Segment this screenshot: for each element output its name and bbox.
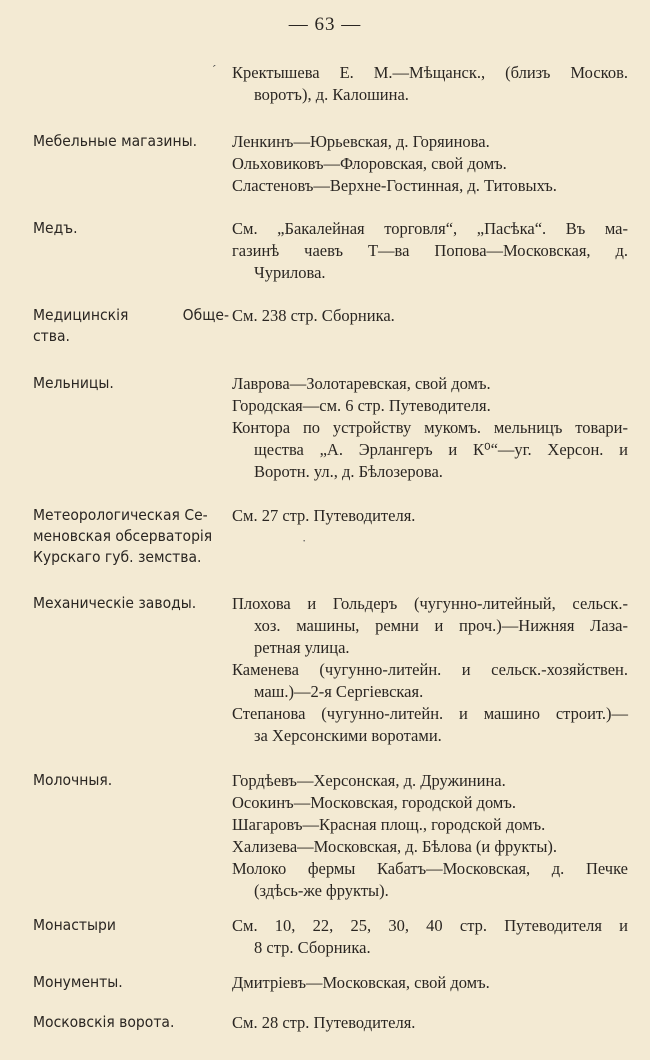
entry-line: Сластеновъ—Верхне-Гостинная, д. Титовыхъ. [232,176,557,195]
entry-line: щества „А. Эрлангеръ и К⁰“—уг. Херсон. и [254,440,628,459]
entry-line: Лаврова—Золотаревская, свой домъ. [232,374,491,393]
entry-body [232,218,628,284]
entry-line: См. 28 стр. Путеводителя. [232,1013,416,1032]
entry-line: Кректышева Е. М.—Мѣщанск., (близъ Москов. [232,63,628,82]
entry-heading [33,131,229,152]
entry-line: Дмитріевъ—Московская, свой домъ. [232,973,490,992]
entry-line: Чурилова. [254,263,326,282]
entry-line: Городская—см. 6 стр. Путеводителя. [232,396,491,415]
entry-line: ретная улица. [254,638,350,657]
entry-heading [33,373,229,394]
heading-line: Мельницы. [33,374,114,392]
entry-body [232,770,628,902]
entry-heading [33,593,229,614]
entry-line: Молоко фермы Кабатъ—Московская, д. Печке [232,859,628,878]
entry-line: газинѣ чаевъ Т—ва Попова—Московская, д. [232,241,628,260]
entry-heading [33,505,229,568]
entry-line: хоз. машины, ремни и проч.)—Нижняя Лаза- [254,616,628,635]
entry-body [232,373,628,483]
entry-line: См. 10, 22, 25, 30, 40 стр. Путеводителя и [232,916,628,935]
heading-line: Монастыри [33,916,116,934]
entry-body [232,131,628,197]
entry-body [232,593,628,747]
entry-heading [33,218,229,239]
entry-line: Гордѣевъ—Херсонская, д. Дружинина. [232,771,506,790]
entry-line: См. 27 стр. Путеводителя. [232,506,416,525]
entry-line: (здѣсь-же фрукты). [254,881,389,900]
heading-line: меновская обсерваторія [33,527,213,545]
entry-line: Каменева (чугунно-литейн. и сельск.-хозяйствен. [232,660,628,679]
entry-line: Плохова и Гольдеръ (чугунно-литейный, сельск.- [232,594,628,613]
entry-line: См. „Бакалейная торговля“, „Пасѣка“. Въ ма- [232,219,628,238]
heading-line: ства. [33,327,70,345]
entry-heading [33,1012,229,1033]
entry-line: за Херсонскими воротами. [254,726,442,745]
entry-body [232,915,628,959]
heading-line: Московскія ворота. [33,1013,175,1031]
entry-body [232,305,628,327]
entry-line: Воротн. ул., д. Бѣлозерова. [254,462,443,481]
heading-line: Метеорологическая Се- [33,506,208,524]
heading-line: Медицинскія Обще- [33,306,229,324]
entry-heading [33,770,229,791]
entry-body [232,1012,628,1034]
heading-line: Молочныя. [33,771,113,789]
entry-heading [33,972,229,993]
entry-body [232,972,628,994]
entry-heading [33,305,229,347]
entry-line: Ленкинъ—Юрьевская, д. Горяинова. [232,132,490,151]
heading-line: Медъ. [33,219,78,237]
entry-line: 8 стр. Сборника. [254,938,371,957]
entry-line: маш.)—2-я Сергіевская. [254,682,424,701]
entry-body [232,505,628,527]
heading-line: Монументы. [33,973,123,991]
entry-heading [33,915,229,936]
entry-body [232,62,628,106]
entry-line: Осокинъ—Московская, городской домъ. [232,793,516,812]
entry-line: Шагаровъ—Красная площ., городской домъ. [232,815,546,834]
entry-line: Степанова (чугунно-литейн. и машино строит.)— [232,704,628,723]
entry-line: Хализева—Московская, д. Бѣлова (и фрукты). [232,837,558,856]
stray-mark: ˊ [212,62,217,77]
stray-dot: · [302,533,307,548]
entry-line: воротъ), д. Калошина. [254,85,409,104]
entry-line: Ольховиковъ—Флоровская, свой домъ. [232,154,507,173]
entry-line: Контора по устройству мукомъ. мельницъ товари- [232,418,628,437]
heading-line: Курскаго губ. земства. [33,548,202,566]
heading-line: Механическіе заводы. [33,594,197,612]
heading-line: Мебельные магазины. [33,132,198,150]
page-number: — 63 — [288,14,362,35]
entry-line: См. 238 стр. Сборника. [232,306,395,325]
